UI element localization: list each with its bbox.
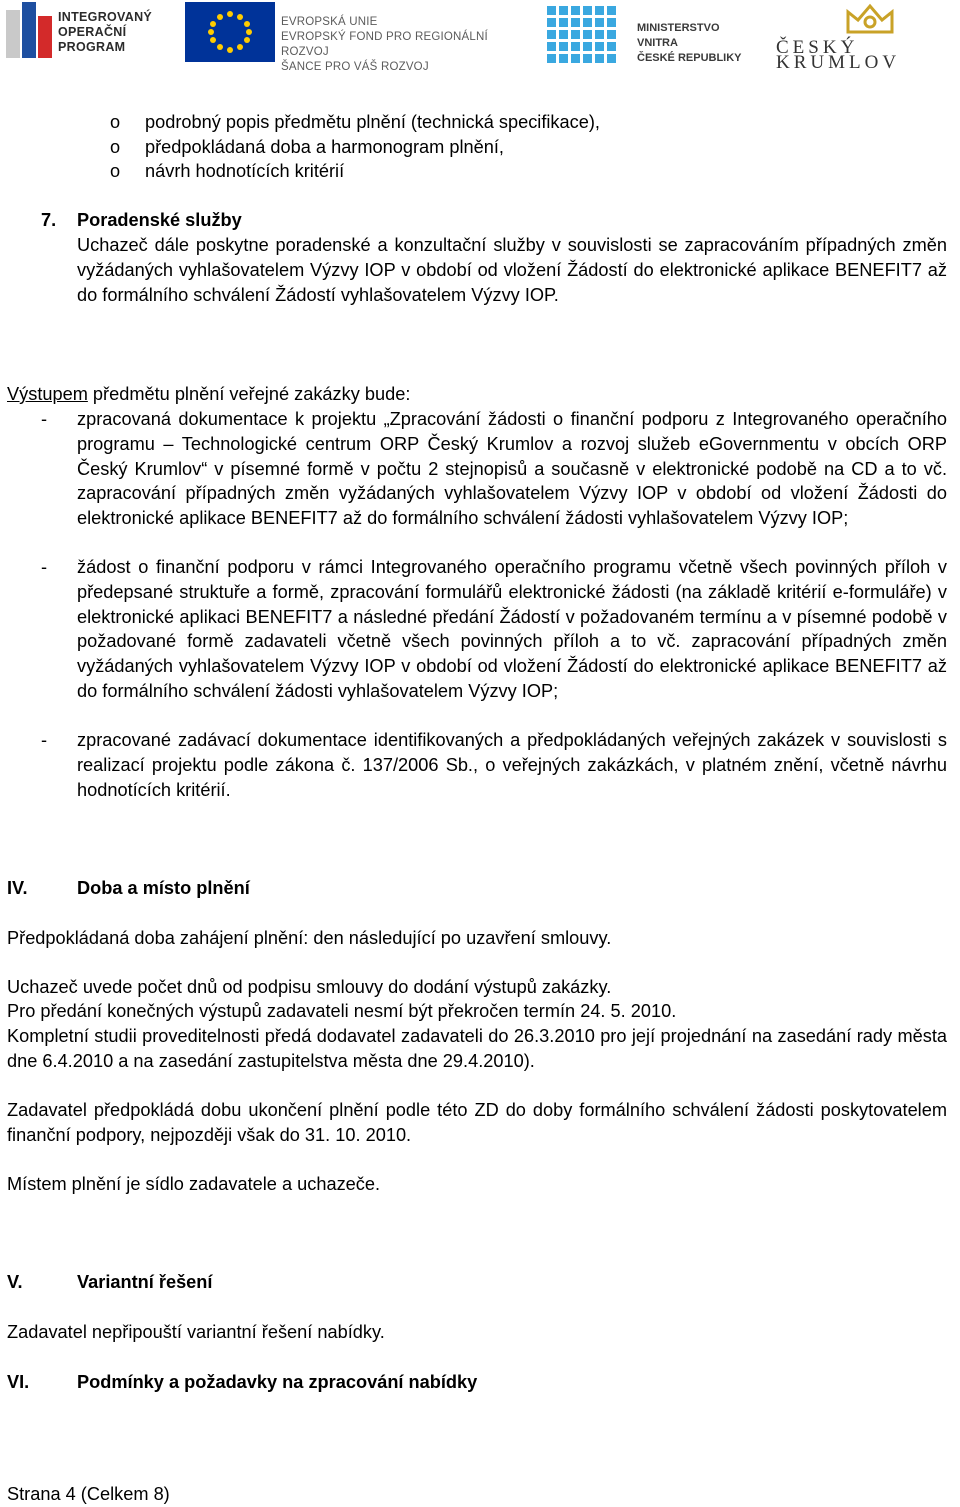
ministry-logo-line-1: MINISTERSTVO VNITRA (637, 22, 720, 49)
section4-paragraph-4: Kompletní studii proveditelnosti předá dodavatel zadavateli do 26.3.2010 pro její projednání na zasedání rady města dne 6.4.2010 a na zasedání zastupitelstva města dne 29.4.2010). (7, 1026, 947, 1071)
ministry-logo (545, 0, 763, 66)
output-item-1-dash: - (41, 409, 48, 429)
eu-flag-icon (185, 2, 275, 62)
iop-logo-line-2: OPERAČNÍ (58, 25, 127, 39)
bullet-o-1: podrobný popis předmětu plnění (technická specifikace), (145, 112, 600, 132)
bullet-o-1-marker: o (110, 112, 121, 132)
section6-title: Podmínky a požadavky na zpracování nabídky (77, 1372, 478, 1392)
section4-paragraph-1: Předpokládaná doba zahájení plnění: den následující po uzavření smlouvy. (7, 928, 612, 948)
section4-paragraph-5: Zadavatel předpokládá dobu ukončení plnění podle této ZD do doby formálního schválení žádosti poskytovatelem finanční podpory, nejpozději však do 31. 10. 2010. (7, 1100, 947, 1145)
section5-title: Variantní řešení (77, 1272, 213, 1292)
bullet-o-2: předpokládaná doba a harmonogram plnění, (145, 137, 504, 157)
section4-paragraph-2: Uchazeč uvede počet dnů od podpisu smlouvy do dodání výstupů zakázky. (7, 977, 612, 997)
item7-text: Uchazeč dále poskytne poradenské a konzultační služby v souvislosti se zapracováním případných změn vyžádaných vyhlašovatelem Výzvy IOP v období od vložení Žádostí do elektronické aplikace BENEFIT7 až do formálního schválení Žádostí vyhlašovatelem Výzvy IOP. (77, 235, 947, 305)
eu-logo-line-2: EVROPSKÝ FOND PRO REGIONÁLNÍ ROZVOJ (281, 31, 488, 58)
ministry-dots-icon (545, 2, 625, 64)
page-footer: Strana 4 (Celkem 8) (7, 1484, 170, 1504)
header-logos (0, 0, 960, 73)
cesky-krumlov-logo (770, 0, 960, 73)
crown-icon (840, 2, 900, 38)
section5-paragraph-1: Zadavatel nepřipouští variantní řešení nabídky. (7, 1322, 385, 1342)
bullet-o-3-marker: o (110, 161, 121, 181)
eu-logo-line-3: ŠANCE PRO VÁŠ ROZVOJ (281, 61, 429, 73)
ministry-logo-line-2: ČESKÉ REPUBLIKY (637, 52, 742, 64)
output-item-3-dash: - (41, 730, 48, 750)
iop-logo-line-1: INTEGROVANÝ (58, 10, 153, 24)
bullet-o-3: návrh hodnotících kritérií (145, 161, 345, 181)
section6-number: VI. (7, 1372, 30, 1392)
output-intro-underlined: Výstupem (7, 384, 88, 404)
output-item-2-dash: - (41, 557, 48, 577)
section4-paragraph-3: Pro předání konečných výstupů zadavateli nesmí být překročen termín 24. 5. 2010. (7, 1001, 677, 1021)
section4-title: Doba a místo plnění (77, 878, 250, 898)
output-intro-rest: předmětu plnění veřejné zakázky bude: (87, 384, 411, 404)
output-item-1: zpracovaná dokumentace k projektu „Zpracování žádosti o finanční podporu z Integrovaného operačního programu – Technologické centrum ORP Český Krumlov a rozvoj služeb eGovernmentu v obcích ORP Český Krumlov“ v písemné formě v počtu 2 stejnopisů a současně v elektronické podobě na CD a to vč. zapracování případných změn vyžádaných vyhlašovatelem Výzvy IOP v období od vložení Žádosti do elektronické aplikace BENEFIT7 až do formálního schválení žádosti vyhlašovatelem Výzvy IOP; (77, 409, 947, 529)
iop-emblem-icon (6, 2, 54, 62)
item7-number: 7. (41, 210, 57, 230)
output-item-3: zpracované zadávací dokumentace identifikovaných a předpokládaných veřejných zakázek v souvislosti s realizací projektu podle zákona č. 137/2006 Sb., o veřejných zakázkách, v platném znění, včetně návrhu hodnotících kritérií. (77, 730, 947, 800)
output-item-2: žádost o finanční podporu v rámci Integrovaného operačního programu včetně všech povinných příloh v předepsané struktuře a formě, zpracování formulářů elektronické žádosti (na základě kritérií e-formuláře) v elektronické aplikaci BENEFIT7 a následné předání Žádostí v požadovaném termínu a v písemné podobě v požadované formě zadavateli včetně všech povinných příloh a to vč. zapracování případných změn vyžádaných vyhlašovatelem Výzvy IOP v období od vložení Žádostí do elektronické aplikace BENEFIT7 až do formálního schválení žádosti vyhlašovatelem Výzvy IOP; (77, 557, 947, 701)
section5-number: V. (7, 1272, 23, 1292)
output-intro (7, 382, 410, 407)
iop-logo-line-3: PROGRAM (58, 40, 126, 54)
section4-number: IV. (7, 878, 28, 898)
item7-title: Poradenské služby (77, 210, 242, 230)
bullet-o-2-marker: o (110, 137, 121, 157)
cesky-krumlov-logo-text: ČESKÝ KRUMLOV (776, 37, 901, 73)
eu-logo-line-1: EVROPSKÁ UNIE (281, 16, 378, 28)
eu-logo (185, 0, 535, 73)
section4-paragraph-6: Místem plnění je sídlo zadavatele a uchazeče. (7, 1174, 381, 1194)
iop-logo (6, 0, 176, 66)
